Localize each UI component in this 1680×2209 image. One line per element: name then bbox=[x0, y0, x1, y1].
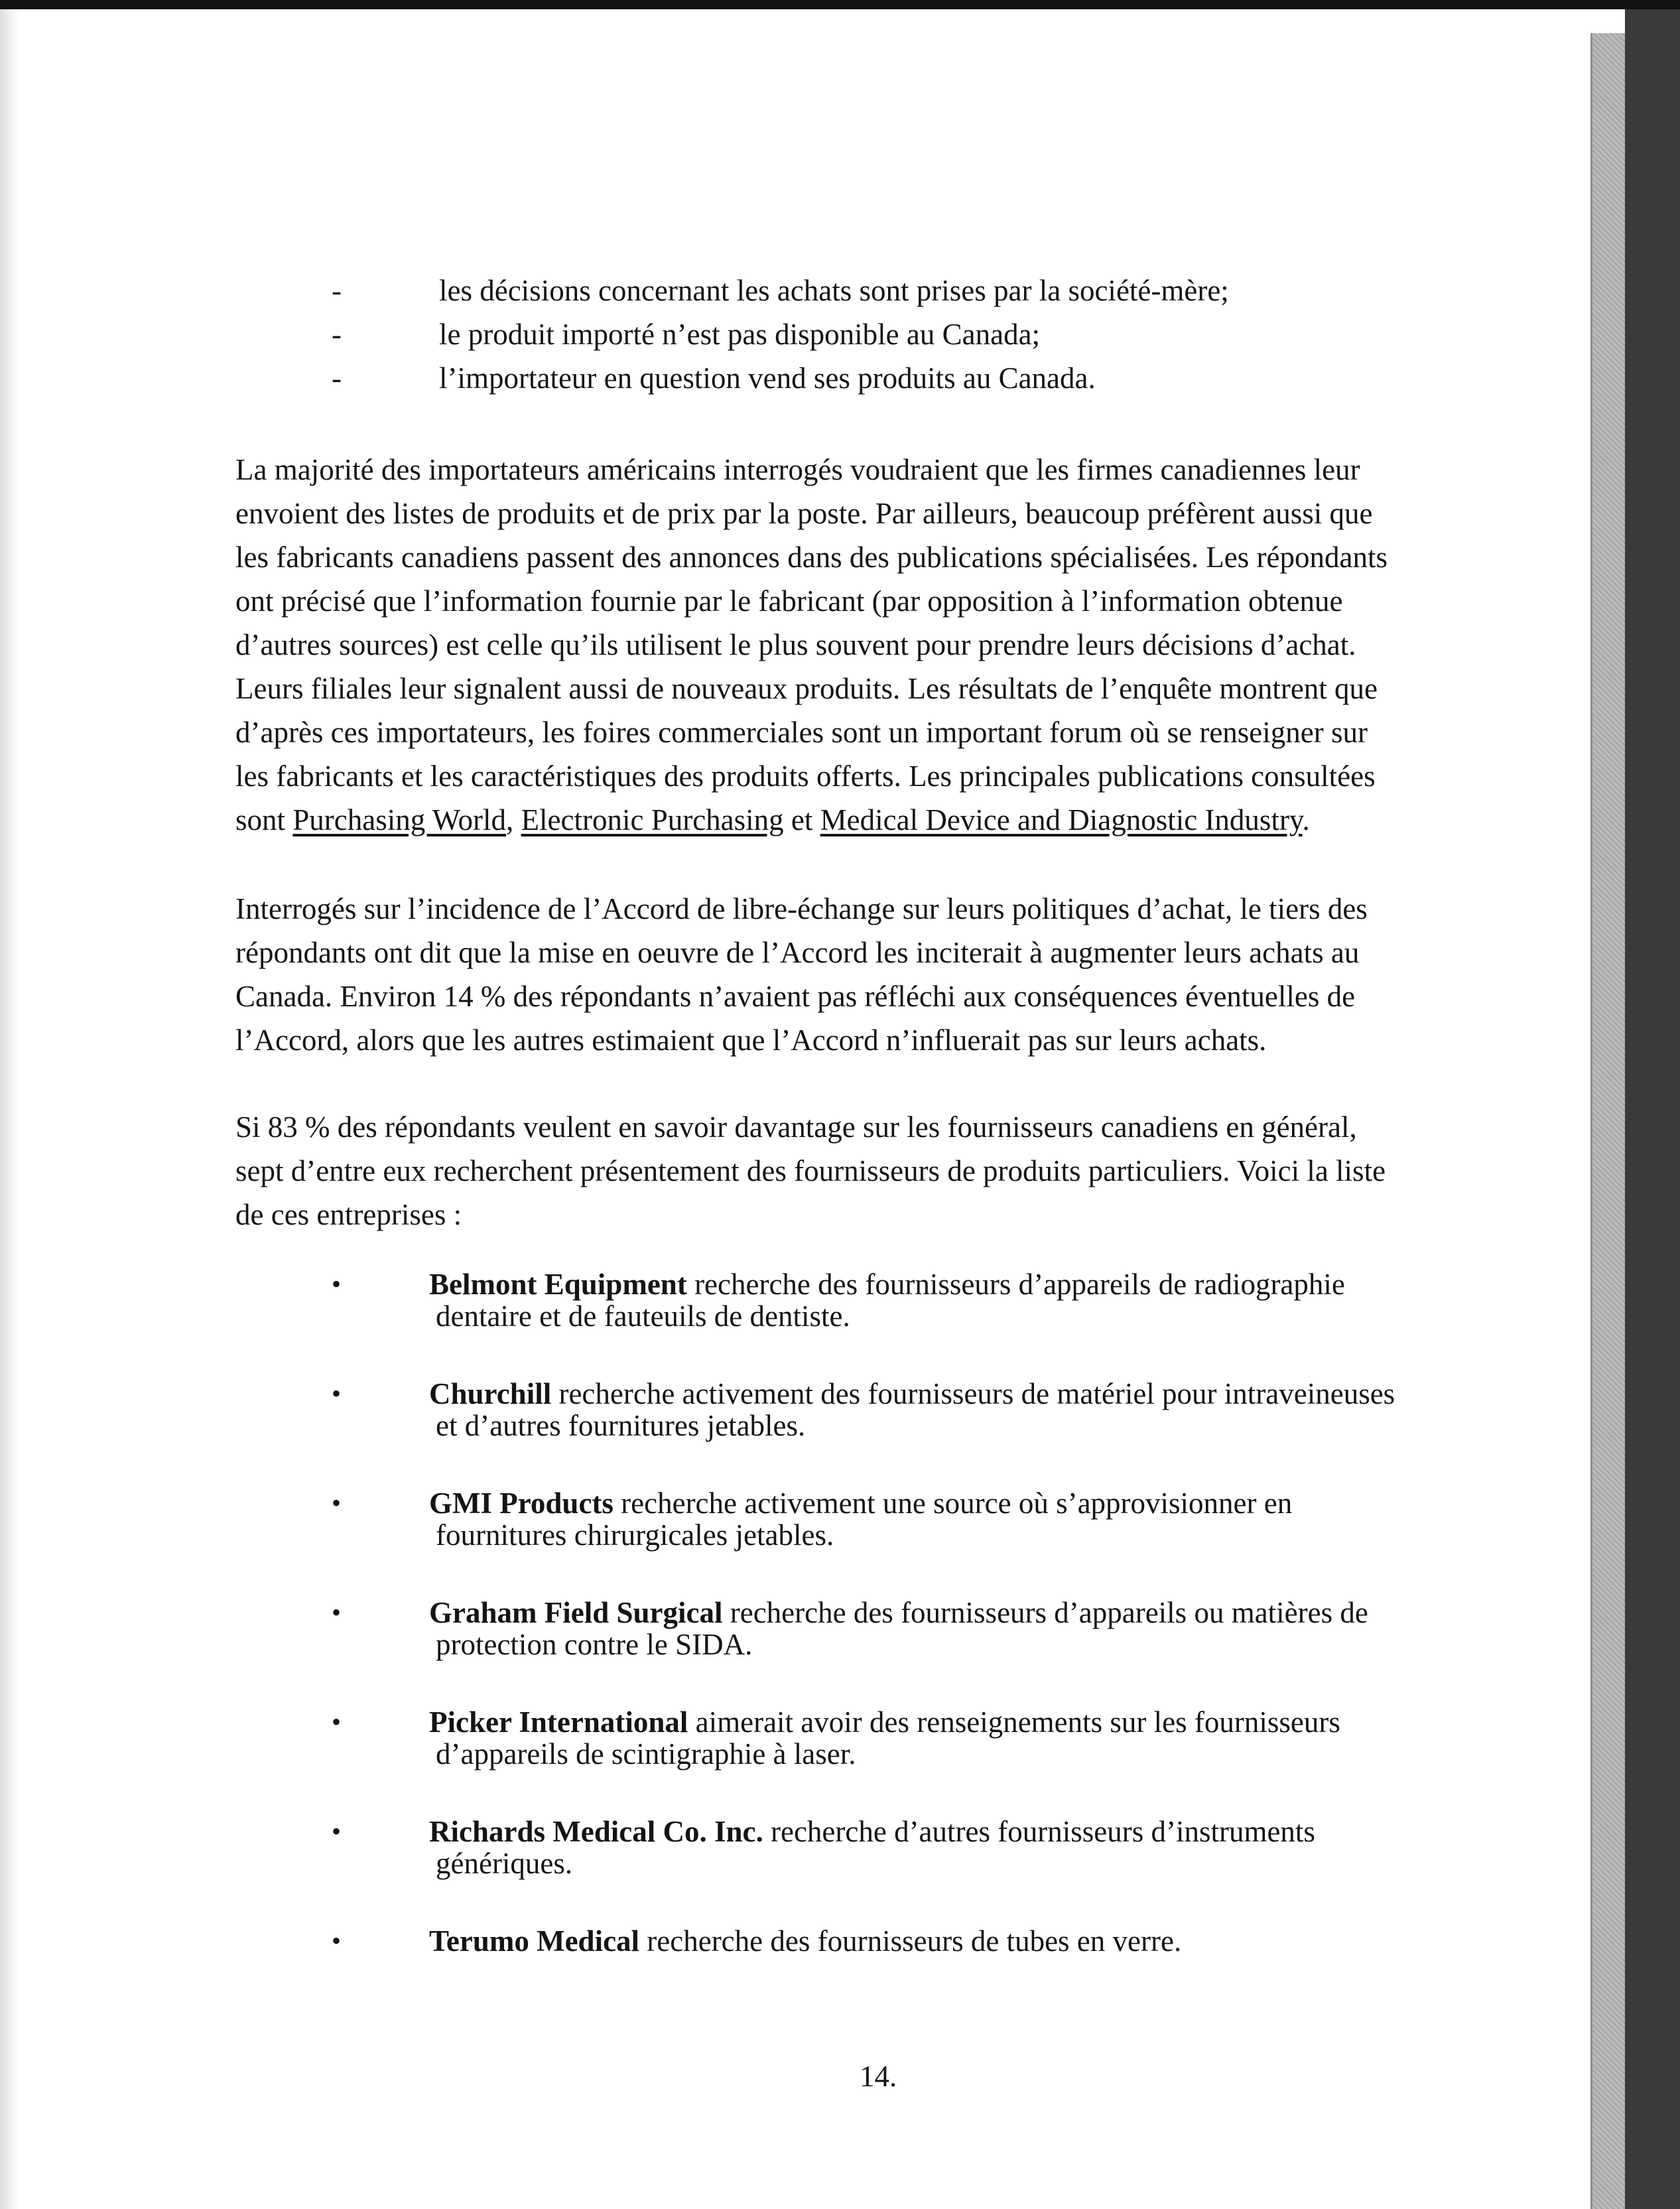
company-name: Belmont Equipment bbox=[429, 1268, 687, 1301]
company-line-continued: dentaire et de fauteuils de dentiste. bbox=[436, 1300, 850, 1333]
company-line bbox=[429, 1706, 1557, 1738]
paragraph-line: envoient des listes de produits et de prix par la poste. Par ailleurs, beaucoup préfèrent aussi que bbox=[235, 497, 1373, 530]
company-line bbox=[429, 1268, 1557, 1300]
company-name: Churchill bbox=[429, 1377, 552, 1410]
company-text: recherche activement une source où s’approvisionner en bbox=[613, 1487, 1293, 1520]
publication-electronic-purchasing: Electronic Purchasing bbox=[521, 803, 784, 837]
company-text: recherche d’autres fournisseurs d’instruments bbox=[763, 1815, 1315, 1848]
company-description bbox=[429, 1487, 1557, 1551]
paragraph-line: Interrogés sur l’incidence de l’Accord de libre-échange sur leurs politiques d’achat, le tiers des bbox=[235, 892, 1368, 925]
company-description bbox=[429, 1268, 1557, 1332]
company-description bbox=[429, 1816, 1557, 1879]
bullet-marker: • bbox=[332, 1816, 342, 1846]
company-name: Terumo Medical bbox=[429, 1924, 640, 1958]
company-name: Richards Medical Co. Inc. bbox=[429, 1815, 763, 1848]
company-line bbox=[429, 1597, 1557, 1629]
paragraph-line: sept d’entre eux recherchent présentement des fournisseurs de produits particuliers. Voici la liste bbox=[235, 1154, 1386, 1187]
company-line-continued: fournitures chirurgicales jetables. bbox=[436, 1518, 834, 1552]
company-line bbox=[429, 1487, 1557, 1519]
paragraph-free-trade-agreement bbox=[235, 887, 1539, 1062]
company-text: recherche des fournisseurs d’appareils ou matières de bbox=[722, 1596, 1368, 1629]
dash-list-item bbox=[332, 356, 1525, 400]
company-list-item bbox=[325, 1268, 1552, 1378]
company-list-item bbox=[325, 1925, 1552, 2035]
company-line bbox=[429, 1816, 1557, 1847]
publications-separator: et bbox=[783, 803, 820, 837]
paragraph-line: les fabricants canadiens passent des annonces dans des publications spécialisées. Les répondants bbox=[235, 541, 1388, 574]
company-line-continued: génériques. bbox=[436, 1847, 573, 1880]
paragraph-line: les fabricants et les caractéristiques des produits offerts. Les principales publications consultées bbox=[235, 760, 1376, 793]
company-description bbox=[429, 1925, 1557, 1957]
company-description bbox=[429, 1378, 1557, 1441]
bullet-marker: • bbox=[332, 1269, 342, 1299]
company-name: Picker International bbox=[429, 1706, 688, 1739]
bullet-marker: • bbox=[332, 1597, 342, 1627]
company-description bbox=[429, 1706, 1557, 1770]
company-list-item bbox=[325, 1597, 1552, 1706]
company-line-continued: et d’autres fournitures jetables. bbox=[436, 1409, 806, 1442]
dash-marker: - bbox=[332, 318, 342, 351]
company-list-item bbox=[325, 1816, 1552, 1925]
company-text: recherche activement des fournisseurs de matériel pour intraveineuses bbox=[551, 1377, 1395, 1410]
company-line-continued: d’appareils de scintigraphie à laser. bbox=[436, 1737, 856, 1771]
paragraph-line-publications bbox=[235, 798, 1539, 842]
paragraph-line: l’Accord, alors que les autres estimaient que l’Accord n’influerait pas sur leurs achats. bbox=[235, 1024, 1267, 1057]
paragraph-line: de ces entreprises : bbox=[235, 1198, 462, 1231]
company-list-item bbox=[325, 1378, 1552, 1487]
company-text: recherche des fournisseurs de tubes en verre. bbox=[639, 1924, 1182, 1958]
paragraph-line: répondants ont dit que la mise en oeuvre de l’Accord les inciterait à augmenter leurs achats au bbox=[235, 936, 1360, 969]
paragraph-line: Leurs filiales leur signalent aussi de nouveaux produits. Les résultats de l’enquête montrent que bbox=[235, 672, 1378, 705]
paragraph-line: Si 83 % des répondants veulent en savoir davantage sur les fournisseurs canadiens en général, bbox=[235, 1110, 1357, 1144]
company-list-item bbox=[325, 1487, 1552, 1597]
dash-list bbox=[332, 269, 1525, 400]
publications-suffix: . bbox=[1302, 803, 1310, 837]
paragraph-line: Canada. Environ 14 % des répondants n’avaient pas réfléchi aux conséquences éventuelles de bbox=[235, 980, 1356, 1013]
bullet-marker: • bbox=[332, 1488, 342, 1518]
company-line-continued: protection contre le SIDA. bbox=[436, 1628, 753, 1661]
dash-text: l’importateur en question vend ses produits au Canada. bbox=[439, 362, 1096, 395]
dash-marker: - bbox=[332, 274, 342, 307]
publication-purchasing-world: Purchasing World bbox=[292, 803, 507, 837]
dash-list-item bbox=[332, 269, 1525, 312]
dash-list-item bbox=[332, 312, 1525, 356]
company-list bbox=[325, 1268, 1552, 2035]
paragraph-line: d’après ces importateurs, les foires commerciales sont un important forum où se renseigner sur bbox=[235, 716, 1368, 749]
company-name: GMI Products bbox=[429, 1487, 614, 1520]
publications-separator: , bbox=[506, 803, 521, 837]
company-line bbox=[429, 1378, 1557, 1410]
paragraph-importer-preferences bbox=[235, 448, 1539, 842]
dash-text: les décisions concernant les achats sont prises par la société-mère; bbox=[439, 274, 1229, 307]
company-list-item bbox=[325, 1706, 1552, 1816]
bullet-marker: • bbox=[332, 1707, 342, 1737]
company-text: recherche des fournisseurs d’appareils de radiographie bbox=[686, 1268, 1345, 1301]
company-text: aimerait avoir des renseignements sur les fournisseurs bbox=[688, 1706, 1340, 1739]
dash-text: le produit importé n’est pas disponible au Canada; bbox=[439, 318, 1041, 351]
paragraph-line: d’autres sources) est celle qu’ils utilisent le plus souvent pour prendre leurs décisions d’achat. bbox=[235, 628, 1356, 661]
publication-medical-device: Medical Device and Diagnostic Industry bbox=[820, 803, 1303, 837]
paragraph-supplier-search bbox=[235, 1105, 1539, 1237]
company-line bbox=[429, 1925, 1557, 1957]
company-description bbox=[429, 1597, 1557, 1660]
page-number: 14. bbox=[860, 2060, 897, 2093]
publications-prefix: sont bbox=[235, 803, 293, 837]
paragraph-line: ont précisé que l’information fournie par le fabricant (par opposition à l’information obtenue bbox=[235, 584, 1343, 618]
paragraph-line: La majorité des importateurs américains interrogés voudraient que les firmes canadiennes leur bbox=[235, 453, 1360, 486]
dash-marker: - bbox=[332, 362, 342, 395]
bullet-marker: • bbox=[332, 1378, 342, 1408]
bullet-marker: • bbox=[332, 1926, 342, 1956]
company-name: Graham Field Surgical bbox=[429, 1596, 723, 1629]
